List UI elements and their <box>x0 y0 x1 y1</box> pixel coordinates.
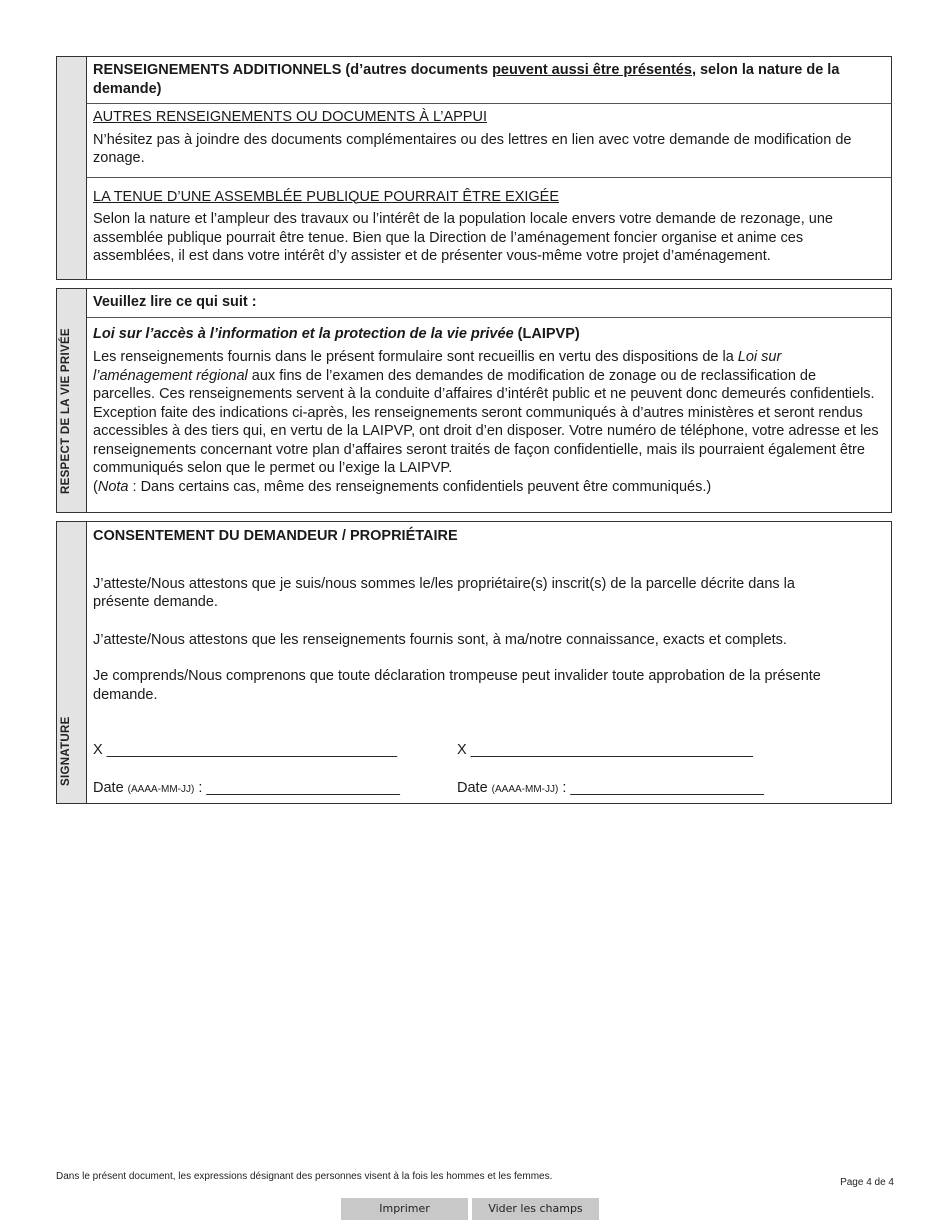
signature-field-1[interactable]: X ____________________________________ <box>93 742 398 758</box>
supporting-documents-block <box>87 103 891 177</box>
signature-body <box>87 522 891 803</box>
date-field-1[interactable]: Date (AAAA-MM-JJ) : ________________________ <box>93 779 400 796</box>
privacy-side-label: RESPECT DE LA VIE PRIVÉE <box>59 328 72 494</box>
privacy-body <box>87 289 891 512</box>
signature-section <box>56 521 892 804</box>
statement-misleading: Je comprends/Nous comprenons que toute déclaration trompeuse peut invalider toute approbation de la présente demande. <box>93 668 821 703</box>
additional-info-section <box>56 56 892 280</box>
public-meeting-block <box>87 177 891 271</box>
signature-field-2[interactable]: X ___________________________________ <box>457 742 753 758</box>
privacy-text: Les renseignements fournis dans le présent formulaire sont recueillis en vertu des dispositions de la Loi sur l’aménagement régional aux fins de l’examen des demandes de modification de zonage ou de reclassification de parcelles. Ces renseignements servent à la conduite d’affaires d’intérêt public et ne peuvent donc demeurés confidentiels. Exception faite des indications ci-après, les renseignements seront communiqués à d’autres ministères et seront rendus accessibles à des tiers qui, en vertu de la LAIPVP, ont droit d’en disposer. Votre numéro de téléphone, votre adresse et les renseignements concernant votre plan d’affaires seront traités de façon confidentielle, mais ils pourraient également être communiqués selon que le permet ou l’exige la LAIPVP. <box>93 349 879 476</box>
gender-note: Dans le présent document, les expressions désignant des personnes visent à la fois les hommes et les femmes. <box>56 1171 553 1182</box>
consent-heading: CONSENTEMENT DU DEMANDEUR / PROPRIÉTAIRE <box>93 528 458 544</box>
law-title: Loi sur l’accès à l’information et la protection de la vie privée (LAIPVP) <box>93 325 580 342</box>
page-number: Page 4 de 4 <box>840 1177 894 1188</box>
supporting-documents-text: N’hésitez pas à joindre des documents complémentaires ou des lettres en lien avec votre demande de modification de zonage. <box>93 131 852 166</box>
signature-side-label: SIGNATURE <box>59 716 72 786</box>
section-side-bar <box>57 522 87 803</box>
read-heading: Veuillez lire ce qui suit : <box>93 294 257 310</box>
additional-info-heading: RENSEIGNEMENTS ADDITIONNELS (d’autres documents peuvent aussi être présentés, selon la nature de la demande) <box>93 62 840 97</box>
privacy-note: (Nota : Dans certains cas, même des renseignements confidentiels peuvent être communiqués.) <box>93 478 712 495</box>
signature-lines <box>93 741 821 760</box>
section-side-bar <box>57 57 87 279</box>
privacy-section <box>56 288 892 513</box>
section-side-bar <box>57 289 87 512</box>
date-lines <box>93 779 821 800</box>
print-button[interactable]: Imprimer <box>341 1198 468 1220</box>
clear-fields-button[interactable]: Vider les champs <box>472 1198 599 1220</box>
date-field-2[interactable]: Date (AAAA-MM-JJ) : ________________________ <box>457 779 764 796</box>
supporting-documents-title: AUTRES RENSEIGNEMENTS OU DOCUMENTS À L’APPUI <box>93 109 487 125</box>
privacy-notice <box>87 317 891 502</box>
statement-accuracy: J’atteste/Nous attestons que les renseignements fournis sont, à ma/notre connaissance, exacts et complets. <box>93 631 787 648</box>
statement-ownership: J’atteste/Nous attestons que je suis/nous sommes le/les propriétaire(s) inscrit(s) de la parcelle décrite dans la présente demande. <box>93 575 795 610</box>
additional-info-body <box>87 57 891 279</box>
public-meeting-title: LA TENUE D’UNE ASSEMBLÉE PUBLIQUE POURRAIT ÊTRE EXIGÉE <box>93 188 560 205</box>
public-meeting-text: Selon la nature et l’ampleur des travaux ou l’intérêt de la population locale envers votre demande de rezonage, une assemblée publique pourrait être tenue. Bien que la Direction de l’aménagement foncier organise et anime ces assemblées, il est dans votre intérêt d’y assister et de présenter vous-même votre projet d’aménagement. <box>93 211 833 264</box>
